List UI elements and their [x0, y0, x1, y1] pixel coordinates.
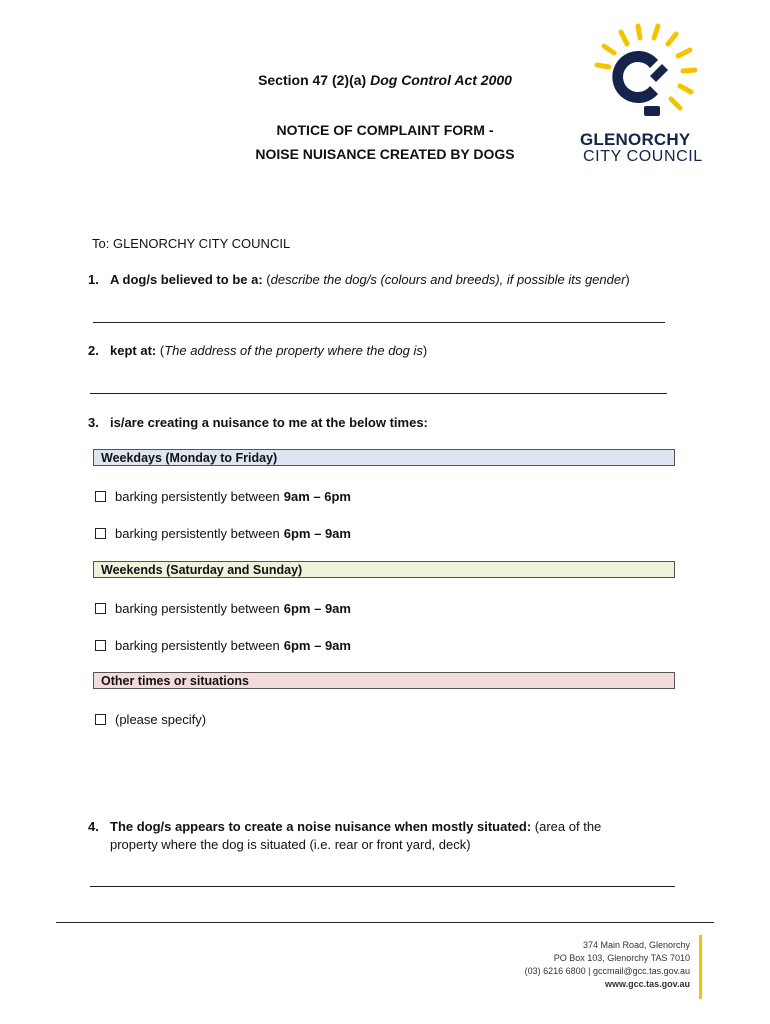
option-weekends-1 [95, 601, 351, 616]
checkbox[interactable] [95, 491, 106, 502]
footer-divider [56, 922, 714, 923]
question-label: The dog/s appears to create a noise nuisance when mostly situated: [110, 819, 532, 834]
section-reference [200, 72, 570, 88]
answer-line-1[interactable] [93, 322, 665, 323]
section-header-weekends: Weekends (Saturday and Sunday) [93, 561, 675, 578]
question-hint: describe the dog/s (colours and breeds), if possible its gender [270, 272, 626, 287]
option-other-1 [95, 712, 206, 727]
question-4 [88, 819, 688, 834]
form-title-line1: NOTICE OF COMPLAINT FORM - [276, 122, 494, 138]
question-number: 3. [88, 415, 99, 430]
answer-line-2[interactable] [90, 393, 667, 394]
answer-line-4[interactable] [90, 886, 675, 887]
checkbox[interactable] [95, 714, 106, 725]
option-text: barking persistently between [115, 526, 280, 541]
question-label: is/are creating a nuisance to me at the below times: [110, 415, 428, 430]
footer-contact: (03) 6216 6800 | gccmail@gcc.tas.gov.au [524, 966, 690, 976]
option-weekdays-2 [95, 526, 351, 541]
footer-address-line2: PO Box 103, Glenorchy TAS 7010 [553, 953, 690, 963]
footer-website[interactable]: www.gcc.tas.gov.au [604, 979, 690, 989]
question-number: 2. [88, 343, 99, 358]
act-name: Dog Control Act 2000 [370, 72, 512, 88]
footer-accent-bar [699, 935, 702, 999]
footer-address-line1: 374 Main Road, Glenorchy [582, 940, 690, 950]
logo-subtitle: CITY COUNCIL [583, 148, 703, 165]
question-hint: (area of the [534, 819, 602, 834]
option-weekdays-1 [95, 489, 351, 504]
section-prefix: Section 47 (2)(a) [258, 72, 371, 88]
option-time: 9am – 6pm [283, 489, 351, 504]
section-header-weekdays: Weekdays (Monday to Friday) [93, 449, 675, 466]
question-4-hint-line2: property where the dog is situated (i.e. rear or front yard, deck) [110, 837, 471, 852]
question-3 [88, 415, 428, 430]
checkbox[interactable] [95, 528, 106, 539]
option-weekends-2 [95, 638, 351, 653]
option-time: 6pm – 9am [283, 526, 351, 541]
option-text: (please specify) [115, 712, 207, 727]
question-1: 1. A dog/s believed to be a: (describe the dog/s (colours and breeds), if possible its gender) [88, 272, 630, 287]
question-number: 1. [88, 272, 99, 287]
addressee: To: GLENORCHY CITY COUNCIL [92, 236, 291, 251]
question-label: A dog/s believed to be a: [110, 272, 263, 287]
question-label: kept at: [110, 343, 157, 358]
checkbox[interactable] [95, 603, 106, 614]
question-2: 2. kept at: (The address of the property where the dog is) [88, 343, 428, 358]
option-text: barking persistently between [115, 601, 280, 616]
option-time: 6pm – 9am [283, 638, 351, 653]
question-number: 4. [88, 819, 99, 834]
option-text: barking persistently between [115, 489, 280, 504]
logo-name: GLENORCHY [580, 130, 691, 149]
option-time: 6pm – 9am [283, 601, 351, 616]
checkbox[interactable] [95, 640, 106, 651]
section-header-other: Other times or situations [93, 672, 675, 689]
form-title-line2: NOISE NUISANCE CREATED BY DOGS [255, 146, 515, 162]
question-hint: The address of the property where the dog is [164, 343, 423, 358]
option-text: barking persistently between [115, 638, 280, 653]
